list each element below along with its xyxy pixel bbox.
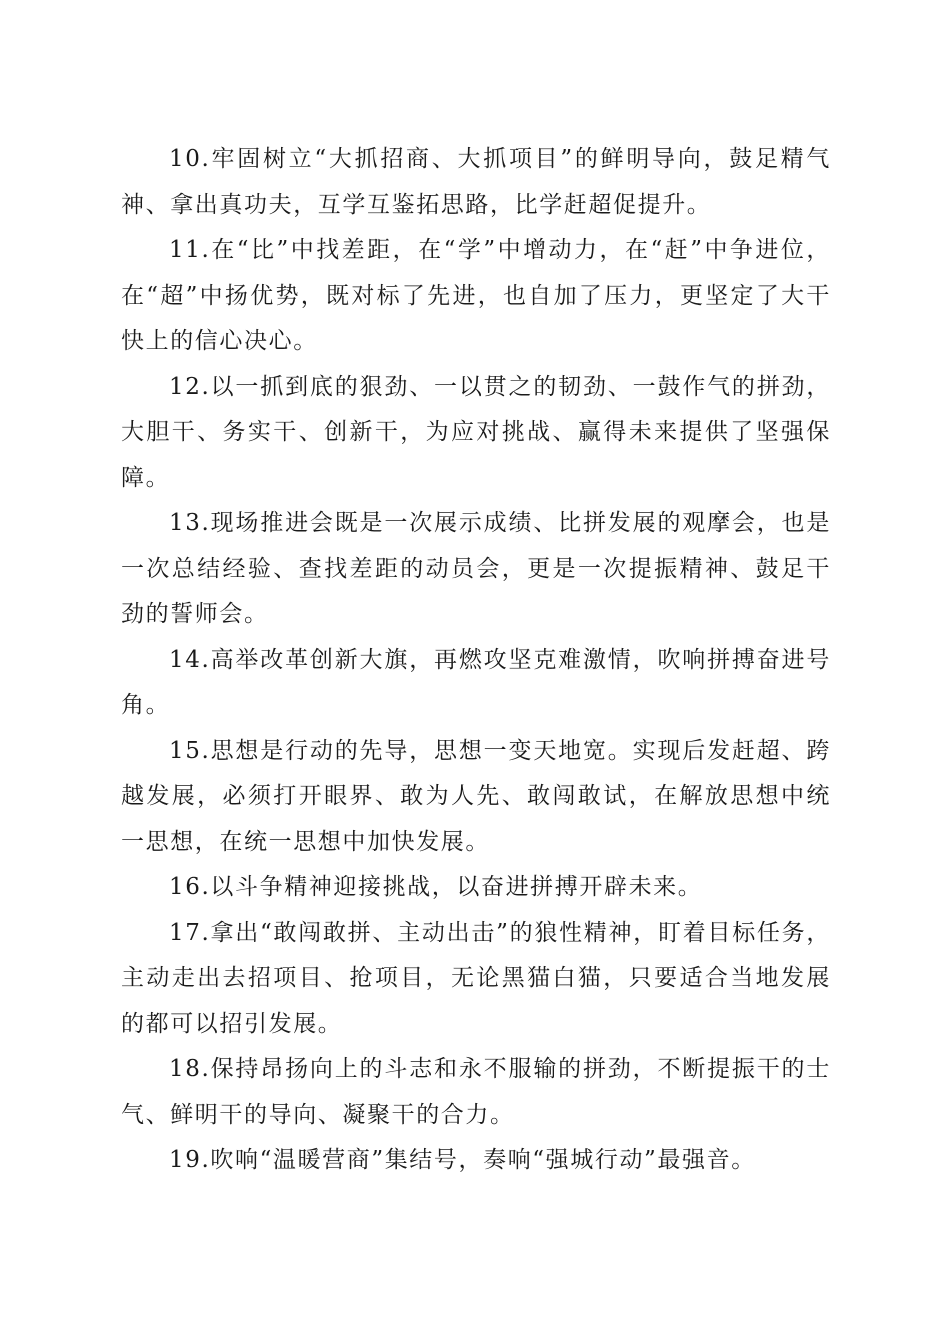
- paragraph-15: 15.思想是行动的先导，思想一变天地宽。实现后发赶超、跨越发展，必须打开眼界、敢为人先、敢闯敢试，在解放思想中统一思想，在统一思想中加快发展。: [121, 737, 831, 855]
- paragraph-19: 19.吹响“温暖营商”集结号，奏响“强城行动”最强音。: [169, 1147, 756, 1173]
- paragraph-17: 17.拿出“敢闯敢拼、主动出击”的狼性精神，盯着目标任务，主动走出去招项目、抢项目，无论黑猫白猫，只要适合当地发展的都可以招引发展。: [121, 919, 831, 1037]
- paragraph-11: 11.在“比”中找差距，在“学”中增动力，在“赶”中争进位，在“超”中扬优势，既对标了先进，也自加了压力，更坚定了大干快上的信心决心。: [121, 237, 831, 354]
- paragraph-12: 12.以一抓到底的狠劲、一以贯之的韧劲、一鼓作气的拼劲，大胆干、务实干、创新干，为应对挑战、赢得未来提供了坚强保障。: [121, 373, 831, 491]
- paragraph-16: 16.以斗争精神迎接挑战，以奋进拼搏开辟未来。: [169, 874, 703, 900]
- document-body: [121, 137, 831, 1184]
- paragraph-14: 14.高举改革创新大旗，再燃攻坚克难激情，吹响拼搏奋进号角。: [121, 646, 831, 718]
- paragraph-10: 10.牢固树立“大抓招商、大抓项目”的鲜明导向，鼓足精气神、拿出真功夫，互学互鉴拓思路，比学赶超促提升。: [121, 146, 831, 218]
- paragraph-18: 18.保持昂扬向上的斗志和永不服输的拼劲，不断提振干的士气、鲜明干的导向、凝聚干的合力。: [121, 1056, 831, 1128]
- paragraph-13: 13.现场推进会既是一次展示成绩、比拼发展的观摩会，也是一次总结经验、查找差距的动员会，更是一次提振精神、鼓足干劲的誓师会。: [121, 510, 831, 627]
